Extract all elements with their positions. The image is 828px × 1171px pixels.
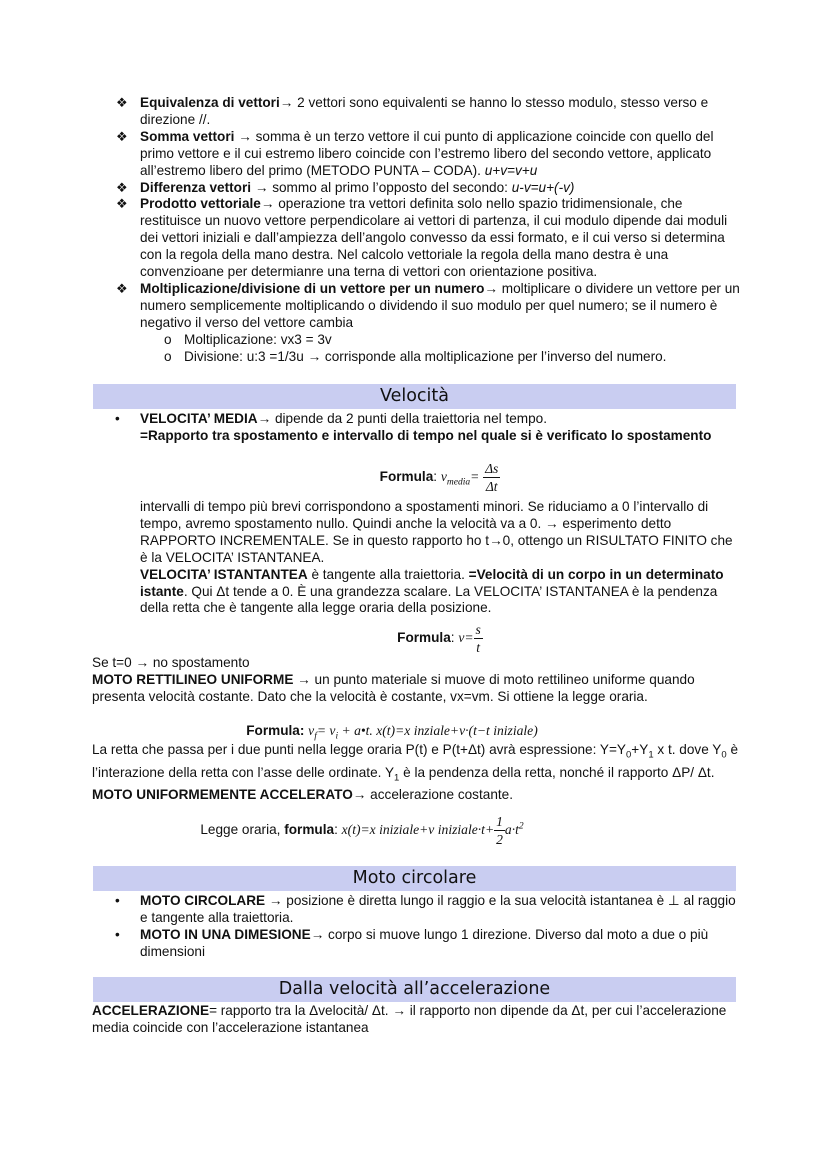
- arrow-icon: →: [310, 926, 325, 942]
- list-item: • VELOCITA’ MEDIA→ dipende da 2 punti della traiettoria nel tempo. =Rapporto tra spostamento e intervallo di tempo nel quale si è verificato lo spostamento: [115, 411, 712, 443]
- diamond-bullet-icon: ❖: [116, 280, 128, 296]
- list-item: ❖ Prodotto vettoriale→ operazione tra vettori definita solo nello spazio tridimensionale, che restituisce un nuovo vettore perpendicolare ai vettori di partenza, il cui modulo dipende dai moduli dei vettori iniziali e dall’ampiezza dell’angolo convesso da essi formato, e il cui verso si determina con la regola della mano destra. Nel calcolo vettoriale la regola della mano destra è una convenzioane per determianre una terna di vettori con orientazione positiva.: [116, 196, 728, 280]
- fraction: $\frac{s}{t}$: [475, 622, 481, 655]
- arrow-icon: →: [484, 280, 499, 296]
- section-heading-accelerazione: Dalla velocità all’accelerazione: [93, 977, 736, 1002]
- arrow-icon: →: [279, 95, 294, 110]
- moto-rettilineo-block: Se t=0 → no spostamento MOTO RETTILINEO UNIFORME → un punto materiale si muove di moto rettilineo uniforme quando presenta velocità costante. Dato che la velocità è costante, vx=vm. Si ottiene la legge oraria.: [92, 655, 695, 704]
- formula-legge-oraria: Legge oraria, formula: x(t)=x iniziale+v iniziale·t+ $\frac{1}{2}$ $a\cdot t^2$: [200, 814, 524, 847]
- formula-velocita-media: Formula: $v_{media}=$ $\frac{\Delta s}{\Delta t}$: [379, 461, 499, 494]
- list-item: ❖ Moltiplicazione/divisione di un vettore per un numero→ moltiplicare o dividere un vettore per un numero semplicemente moltiplicando o dividendo il suo modulo per quel numero; se il numero è negativo il verso del vettore cambia: [116, 280, 740, 330]
- formula-moto-uniforme: Formula: $v_f= v_i$ + a•t. x(t)=x inziale+v·(t−t iniziale): [246, 723, 538, 742]
- circle-bullet-icon: o: [164, 331, 172, 347]
- arrow-icon: →: [297, 671, 311, 687]
- vector-list: [112, 95, 742, 366]
- arrow-icon: →: [489, 532, 503, 548]
- diamond-bullet-icon: ❖: [116, 128, 128, 144]
- formula-velocita-istantanea: Formula: v= $\frac{s}{t}$: [397, 622, 481, 655]
- arrow-icon: →: [254, 179, 269, 195]
- arrow-icon: →: [135, 655, 150, 670]
- accelerazione-paragraph: ACCELERAZIONE= rapporto tra la Δvelocità/ Δt. → il rapporto non dipende da Δt, per cui l’accelerazione media coincide con l’accelerazione istantanea: [92, 1003, 727, 1035]
- diamond-bullet-icon: ❖: [116, 179, 128, 195]
- fraction: $\frac{\Delta s}{\Delta t}$: [485, 461, 499, 494]
- diamond-bullet-icon: ❖: [116, 95, 128, 110]
- moto-circolare-list: [112, 893, 742, 961]
- arrow-icon: →: [268, 893, 283, 908]
- arrow-icon: →: [307, 348, 322, 364]
- arrow-icon: →: [257, 411, 272, 426]
- bullet-icon: •: [115, 893, 120, 908]
- list-item: • MOTO IN UNA DIMESIONE→ corpo si muove lungo 1 direzione. Diverso dal moto a due o più dimensioni: [115, 926, 709, 959]
- velocita-media-block: [112, 411, 742, 445]
- velocita-paragraph: intervalli di tempo più brevi corrispondono a spostamenti minori. Se riduciamo a 0 l’intervallo di tempo, avremo spostamento nullo. Quindi anche la velocità va a 0. → esperimento detto RAPPORTO INCREMENTALE. Se in questo rapporto ho t→0, ottengo un RISULTATO FINITO che è la VELOCITA’ ISTANTANEA. VELOCITA’ ISTANTANTEA è tangente alla traiettoria. =Velocità di un corpo in un determinato istante. Qui Δt tende a 0. È una grandezza scalare. La VELOCITA’ ISTANTANEA è la pendenza della retta che è tangente alla legge oraria della posizione.: [140, 499, 733, 616]
- list-item: ❖ Differenza vettori → sommo al primo l’opposto del secondo: u-v=u+(-v): [116, 179, 575, 195]
- list-item: ❖ Somma vettori → somma è un terzo vettore il cui punto di applicazione coincide con quello del primo vettore e il cui estremo libero coincide con l’estremo libero del secondo vettore, applicato all’estremo libero del primo (METODO PUNTA – CODA). u+v=v+u: [116, 128, 714, 178]
- sub-list-item: o Divisione: u:3 =1/3u → corrisponde alla moltiplicazione per l’inverso del numero.: [164, 348, 667, 364]
- list-item: • MOTO CIRCOLARE → posizione è diretta lungo il raggio e la sua velocità istantanea è ⊥ al raggio e tangente alla traiettoria.: [115, 893, 736, 925]
- diamond-bullet-icon: ❖: [116, 196, 128, 212]
- retta-paragraph: La retta che passa per i due punti nella legge oraria P(t) e P(t+Δt) avrà espressione: $Y=Y_0+Y_1$ x t. dove $Y_0$ è l’interazione della retta con l’asse delle ordinate. $Y_1$ è la pendenza della retta, nonché il rapporto ΔP/ Δt. MOTO UNIFORMEMENTE ACCELERATO→ accelerazione costante.: [92, 742, 739, 803]
- arrow-icon: →: [260, 196, 275, 212]
- fraction: $\frac{1}{2}$: [496, 814, 503, 847]
- circle-bullet-icon: o: [164, 348, 172, 364]
- sub-list-item: o Moltiplicazione: vx3 = 3v: [164, 331, 332, 347]
- list-item: ❖ Equivalenza di vettori→ 2 vettori sono equivalenti se hanno lo stesso modulo, stesso verso e direzione //.: [116, 95, 709, 127]
- section-heading-moto-circolare: Moto circolare: [93, 866, 736, 891]
- bullet-icon: •: [115, 411, 120, 426]
- arrow-icon: →: [392, 1003, 406, 1018]
- arrow-icon: →: [238, 128, 252, 144]
- section-heading-velocita: Velocità: [93, 384, 736, 409]
- arrow-icon: →: [352, 787, 367, 803]
- bullet-icon: •: [115, 926, 120, 942]
- arrow-icon: →: [545, 515, 559, 531]
